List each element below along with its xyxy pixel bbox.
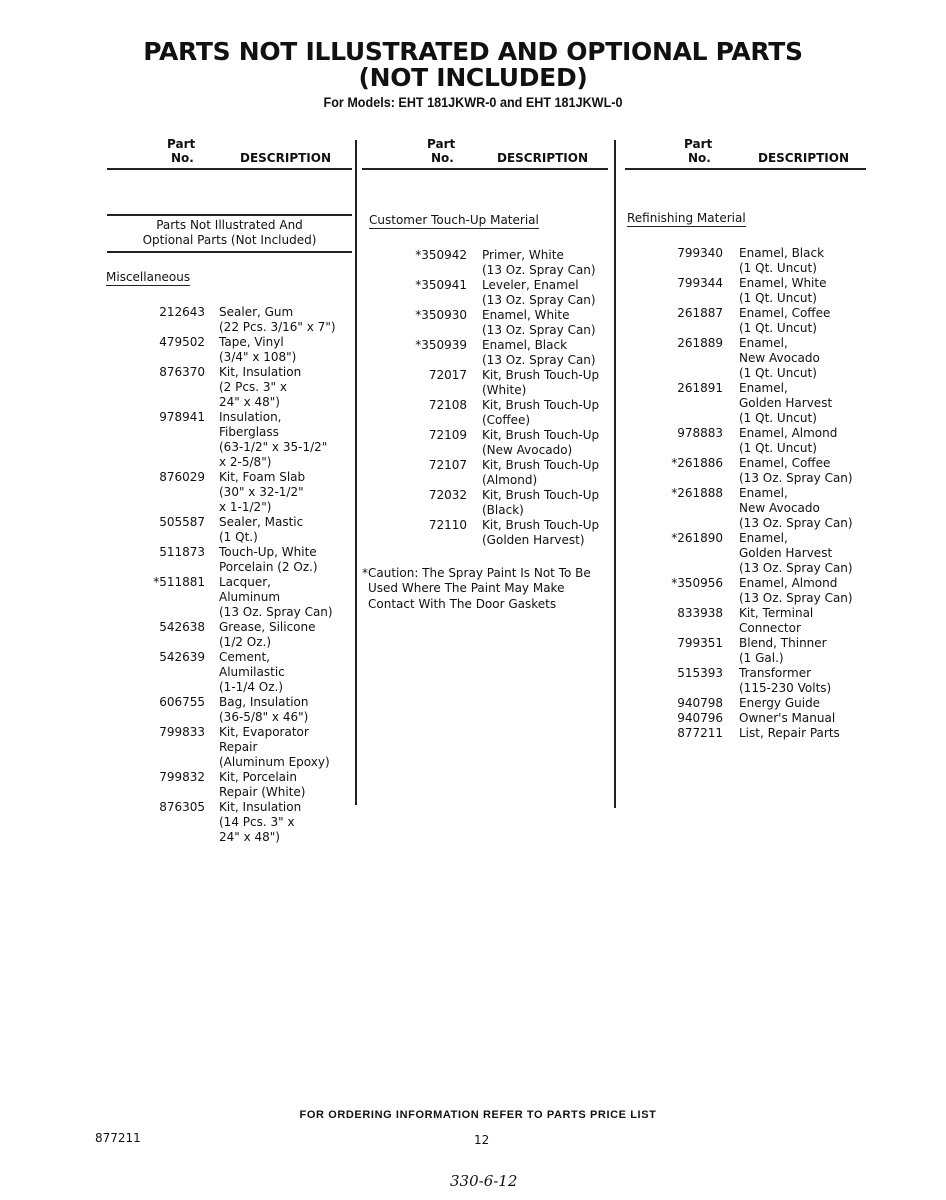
part-number: 479502: [159, 335, 205, 349]
part-number: 72107: [428, 458, 467, 472]
part-number: 542639: [159, 650, 205, 664]
part-description: (13 Oz. Spray Can): [482, 353, 596, 367]
part-description: (3/4" x 108"): [219, 350, 297, 364]
part-description: x 1-1/2"): [219, 500, 272, 514]
header-part: Part: [427, 137, 456, 151]
part-description: Energy Guide: [739, 696, 821, 710]
part-description: New Avocado: [739, 351, 820, 365]
part-description: Blend, Thinner: [739, 636, 827, 650]
part-description: Enamel,: [739, 486, 788, 500]
part-description: 24" x 48"): [219, 830, 280, 844]
part-description: Lacquer,: [219, 575, 271, 589]
part-description: Touch-Up, White: [219, 545, 317, 559]
caution-note-line-2: Used Where The Paint May Make: [368, 581, 565, 595]
part-description: Sealer, Gum: [219, 305, 294, 319]
part-description: Bag, Insulation: [219, 695, 309, 709]
part-number: 940798: [677, 696, 723, 710]
part-description: Enamel, Black: [482, 338, 568, 352]
part-description: (36-5/8" x 46"): [219, 710, 309, 724]
part-description: Golden Harvest: [739, 396, 833, 410]
part-description: Enamel, Almond: [739, 426, 838, 440]
part-description: (1 Qt. Uncut): [739, 261, 817, 275]
part-description: Enamel, Almond: [739, 576, 838, 590]
box-title-line-2: Optional Parts (Not Included): [142, 233, 317, 247]
part-description: (63-1/2" x 35-1/2": [219, 440, 328, 454]
part-description: Kit, Foam Slab: [219, 470, 306, 484]
header-part: Part: [167, 137, 196, 151]
header-no: No.: [431, 151, 454, 165]
part-number: 72108: [428, 398, 467, 412]
part-description: Enamel, Coffee: [739, 456, 831, 470]
part-description: (13 Oz. Spray Can): [739, 471, 853, 485]
page-title-line-1: PARTS NOT ILLUSTRATED AND OPTIONAL PARTS: [143, 37, 803, 66]
part-number: 261889: [677, 336, 723, 350]
part-description: (1 Qt.): [219, 530, 258, 544]
part-number: 978883: [677, 426, 723, 440]
part-number: 72032: [428, 488, 467, 502]
part-description: Owner's Manual: [739, 711, 836, 725]
header-description: DESCRIPTION: [497, 151, 589, 165]
part-description: 24" x 48"): [219, 395, 280, 409]
part-number: 72109: [428, 428, 467, 442]
header-no: No.: [688, 151, 711, 165]
part-description: (1/2 Oz.): [219, 635, 272, 649]
document-number: 877211: [95, 1131, 141, 1145]
part-description: (1-1/4 Oz.): [219, 680, 284, 694]
part-description: Kit, Brush Touch-Up: [482, 398, 600, 412]
part-number: 876305: [159, 800, 205, 814]
header-description: DESCRIPTION: [758, 151, 850, 165]
part-number: *350930: [415, 308, 467, 322]
part-description: (1 Qt. Uncut): [739, 441, 817, 455]
part-description: List, Repair Parts: [739, 726, 840, 740]
part-description: (Golden Harvest): [482, 533, 585, 547]
part-description: (13 Oz. Spray Can): [739, 516, 853, 530]
part-description: (Coffee): [482, 413, 531, 427]
divider: [107, 251, 352, 253]
part-description: (115-230 Volts): [739, 681, 832, 695]
part-description: Repair (White): [219, 785, 306, 799]
part-number: 515393: [677, 666, 723, 680]
part-description: (13 Oz. Spray Can): [482, 293, 596, 307]
page-number: 12: [474, 1133, 490, 1147]
divider: [107, 214, 352, 216]
part-number: 261891: [677, 381, 723, 395]
part-description: (13 Oz. Spray Can): [482, 323, 596, 337]
column-divider: [614, 140, 616, 808]
part-number: 833938: [677, 606, 723, 620]
part-description: Kit, Evaporator: [219, 725, 309, 739]
part-description: Transformer: [739, 666, 812, 680]
part-number: 72110: [428, 518, 467, 532]
part-description: Sealer, Mastic: [219, 515, 304, 529]
part-description: (1 Qt. Uncut): [739, 411, 817, 425]
part-description: (13 Oz. Spray Can): [219, 605, 333, 619]
header-rule: [107, 168, 352, 170]
part-description: Enamel, White: [739, 276, 827, 290]
part-description: Grease, Silicone: [219, 620, 316, 634]
part-description: (White): [482, 383, 527, 397]
part-description: (1 Qt. Uncut): [739, 291, 817, 305]
part-description: Enamel,: [739, 381, 788, 395]
part-description: Connector: [739, 621, 801, 635]
models-subtitle: For Models: EHT 181JKWR-0 and EHT 181JKWL-0: [323, 94, 623, 110]
part-number: 799833: [159, 725, 205, 739]
part-description: (Almond): [482, 473, 538, 487]
part-description: Cement,: [219, 650, 270, 664]
part-number: *261888: [671, 486, 723, 500]
box-title-line-1: Parts Not Illustrated And: [156, 218, 303, 232]
part-number: 877211: [677, 726, 723, 740]
part-description: New Avocado: [739, 501, 820, 515]
caution-note-line-1: *Caution: The Spray Paint Is Not To Be: [362, 566, 591, 580]
part-description: Kit, Brush Touch-Up: [482, 368, 600, 382]
part-description: (22 Pcs. 3/16" x 7"): [219, 320, 336, 334]
part-description: Primer, White: [482, 248, 564, 262]
part-description: (14 Pcs. 3" x: [219, 815, 295, 829]
part-description: Enamel, White: [482, 308, 570, 322]
part-description: (1 Qt. Uncut): [739, 366, 817, 380]
part-description: (2 Pcs. 3" x: [219, 380, 287, 394]
part-description: Kit, Insulation: [219, 800, 302, 814]
part-number: 72017: [428, 368, 467, 382]
page-title-line-2: (NOT INCLUDED): [358, 63, 588, 92]
part-number: 606755: [159, 695, 205, 709]
header-no: No.: [171, 151, 194, 165]
part-number: *511881: [153, 575, 205, 589]
part-description: (13 Oz. Spray Can): [739, 561, 853, 575]
part-description: Golden Harvest: [739, 546, 833, 560]
part-number: *350956: [671, 576, 723, 590]
part-description: Kit, Brush Touch-Up: [482, 428, 600, 442]
part-description: (Black): [482, 503, 524, 517]
part-description: Tape, Vinyl: [219, 335, 284, 349]
part-description: Fiberglass: [219, 425, 279, 439]
part-description: (30" x 32-1/2": [219, 485, 304, 499]
part-number: 505587: [159, 515, 205, 529]
part-description: Enamel, Coffee: [739, 306, 831, 320]
part-description: (New Avocado): [482, 443, 573, 457]
column-divider: [355, 140, 357, 805]
part-number: *350942: [415, 248, 467, 262]
part-number: 511873: [159, 545, 205, 559]
part-description: Enamel, Black: [739, 246, 825, 260]
part-number: *261890: [671, 531, 723, 545]
part-description: Kit, Insulation: [219, 365, 302, 379]
part-description: Enamel,: [739, 531, 788, 545]
part-description: Kit, Terminal: [739, 606, 814, 620]
part-number: 876370: [159, 365, 205, 379]
part-number: 212643: [159, 305, 205, 319]
part-description: Repair: [219, 740, 258, 754]
header-rule: [625, 168, 866, 170]
part-number: 940796: [677, 711, 723, 725]
part-number: *261886: [671, 456, 723, 470]
part-number: 978941: [159, 410, 205, 424]
part-number: 799832: [159, 770, 205, 784]
part-description: Leveler, Enamel: [482, 278, 579, 292]
caution-note-line-3: Contact With The Door Gaskets: [368, 597, 557, 611]
part-description: Aluminum: [219, 590, 281, 604]
part-description: (13 Oz. Spray Can): [739, 591, 853, 605]
header-description: DESCRIPTION: [240, 151, 332, 165]
part-number: 799351: [677, 636, 723, 650]
header-part: Part: [684, 137, 713, 151]
part-description: Alumilastic: [219, 665, 285, 679]
section-heading-miscellaneous: Miscellaneous: [106, 270, 191, 284]
header-rule: [362, 168, 608, 170]
part-number: 261887: [677, 306, 723, 320]
part-description: Insulation,: [219, 410, 282, 424]
part-description: (1 Qt. Uncut): [739, 321, 817, 335]
part-number: *350939: [415, 338, 467, 352]
part-description: Kit, Brush Touch-Up: [482, 518, 600, 532]
part-number: 799344: [677, 276, 723, 290]
part-number: 799340: [677, 246, 723, 260]
part-number: 542638: [159, 620, 205, 634]
part-description: x 2-5/8"): [219, 455, 272, 469]
part-description: (Aluminum Epoxy): [219, 755, 330, 769]
part-description: Kit, Porcelain: [219, 770, 297, 784]
part-description: (1 Gal.): [739, 651, 784, 665]
section-heading-touch-up: Customer Touch-Up Material: [369, 213, 539, 227]
part-description: Enamel,: [739, 336, 788, 350]
handwritten-note: 330-6-12: [450, 1172, 518, 1190]
ordering-info: FOR ORDERING INFORMATION REFER TO PARTS PRICE LIST: [299, 1109, 657, 1121]
part-description: Kit, Brush Touch-Up: [482, 458, 600, 472]
part-description: Porcelain (2 Oz.): [219, 560, 318, 574]
part-description: Kit, Brush Touch-Up: [482, 488, 600, 502]
part-description: (13 Oz. Spray Can): [482, 263, 596, 277]
part-number: *350941: [415, 278, 467, 292]
part-number: 876029: [159, 470, 205, 484]
section-heading-refinishing: Refinishing Material: [627, 211, 746, 225]
